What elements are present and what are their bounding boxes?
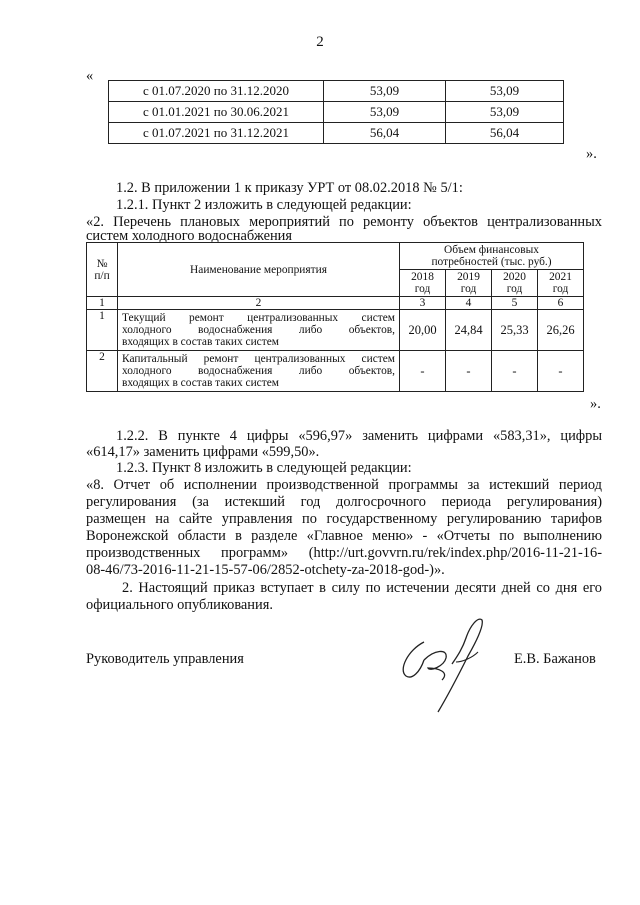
measure-value: - <box>538 351 584 392</box>
list-title-line: «2. Перечень плановых мероприятий по ремонту объектов централизованных <box>86 214 602 230</box>
item-2-line: 2. Настоящий приказ вступает в силу по истечении десяти дней со дня его <box>122 580 602 596</box>
measure-value: - <box>400 351 446 392</box>
item-1-2-1: 1.2.1. Пункт 2 изложить в следующей редакции: <box>116 197 412 213</box>
close-quote: ». <box>586 146 597 162</box>
item-8-line: регулирования (за истекший год долгосрочного периода регулирования) <box>86 494 602 510</box>
row-number: 1 <box>87 310 118 351</box>
item-1-2: 1.2. В приложении 1 к приказу УРТ от 08.02.2018 № 5/1: <box>116 180 463 196</box>
tariff-table <box>108 80 564 144</box>
table-numbering-row <box>87 297 584 310</box>
tariff-value: 53,09 <box>446 81 564 102</box>
table-row <box>109 123 564 144</box>
tariff-value: 56,04 <box>446 123 564 144</box>
measure-name <box>118 351 400 392</box>
item-1-2-3: 1.2.3. Пункт 8 изложить в следующей редакции: <box>116 460 412 476</box>
column-number: 1 <box>87 297 118 310</box>
measure-value: - <box>492 351 538 392</box>
measure-name <box>118 310 400 351</box>
column-number: 2 <box>118 297 400 310</box>
item-1-2-2-line: 1.2.2. В пункте 4 цифры «596,97» заменить цифрами «583,31», цифры <box>116 428 602 444</box>
measure-name-line: холодного водоснабжения либо объектов, <box>122 365 395 377</box>
measure-value: 24,84 <box>446 310 492 351</box>
table-row <box>87 351 584 392</box>
header-year: 2021 год <box>538 270 584 297</box>
column-number: 3 <box>400 297 446 310</box>
tariff-value: 53,09 <box>324 102 446 123</box>
item-8-line: размещен на сайте управления по государственному регулированию тарифов <box>86 511 602 527</box>
measure-value: 25,33 <box>492 310 538 351</box>
item-8-line: 08-46/73-2016-11-21-15-57-06/2852-otchety-za-2018-god-)». <box>86 562 445 578</box>
tariff-period: с 01.07.2020 по 31.12.2020 <box>109 81 324 102</box>
item-8-line: «8. Отчет об исполнении производственной программы за истекший период <box>86 477 602 493</box>
signer-title: Руководитель управления <box>86 651 244 667</box>
measure-name-line: входящих в состав таких систем <box>122 336 279 348</box>
column-number: 6 <box>538 297 584 310</box>
column-number: 4 <box>446 297 492 310</box>
header-financial-volume: Объем финансовых потребностей (тыс. руб.) <box>400 243 584 270</box>
tariff-value: 53,09 <box>324 81 446 102</box>
tariff-period: с 01.01.2021 по 30.06.2021 <box>109 102 324 123</box>
table-row <box>87 310 584 351</box>
signature-image <box>390 612 498 720</box>
measure-value: - <box>446 351 492 392</box>
header-measure-name: Наименование мероприятия <box>118 243 400 297</box>
measure-name-line: холодного водоснабжения либо объектов, <box>122 324 395 336</box>
table-header-row <box>87 243 584 270</box>
header-number: № п/п <box>87 243 118 297</box>
signer-name: Е.В. Бажанов <box>514 651 596 667</box>
open-quote: « <box>86 68 94 84</box>
column-number: 5 <box>492 297 538 310</box>
item-8-line: Воронежской области в разделе «Главное меню» - «Отчеты по выполнению <box>86 528 602 544</box>
table-row <box>109 81 564 102</box>
measure-value: 26,26 <box>538 310 584 351</box>
measures-table <box>86 242 584 392</box>
item-1-2-2-line: «614,17» заменить цифрами «599,50». <box>86 444 320 460</box>
table-row <box>109 102 564 123</box>
header-year: 2020 год <box>492 270 538 297</box>
measure-value: 20,00 <box>400 310 446 351</box>
tariff-value: 53,09 <box>446 102 564 123</box>
row-number: 2 <box>87 351 118 392</box>
measure-name-line: Текущий ремонт централизованных систем <box>122 312 395 324</box>
page-number: 2 <box>316 34 324 50</box>
header-year: 2019 год <box>446 270 492 297</box>
tariff-value: 56,04 <box>324 123 446 144</box>
close-quote: ». <box>590 396 601 412</box>
measure-name-line: входящих в состав таких систем <box>122 377 279 389</box>
list-title-line: систем холодного водоснабжения <box>86 228 292 244</box>
header-year: 2018 год <box>400 270 446 297</box>
tariff-period: с 01.07.2021 по 31.12.2021 <box>109 123 324 144</box>
item-8-line: производственных программ» (http://urt.govvrn.ru/rek/index.php/2016-11-21-16- <box>86 545 602 561</box>
measure-name-line: Капитальный ремонт централизованных систем <box>122 353 395 365</box>
item-2-line: официального опубликования. <box>86 597 273 613</box>
item-8-text <box>86 477 602 579</box>
